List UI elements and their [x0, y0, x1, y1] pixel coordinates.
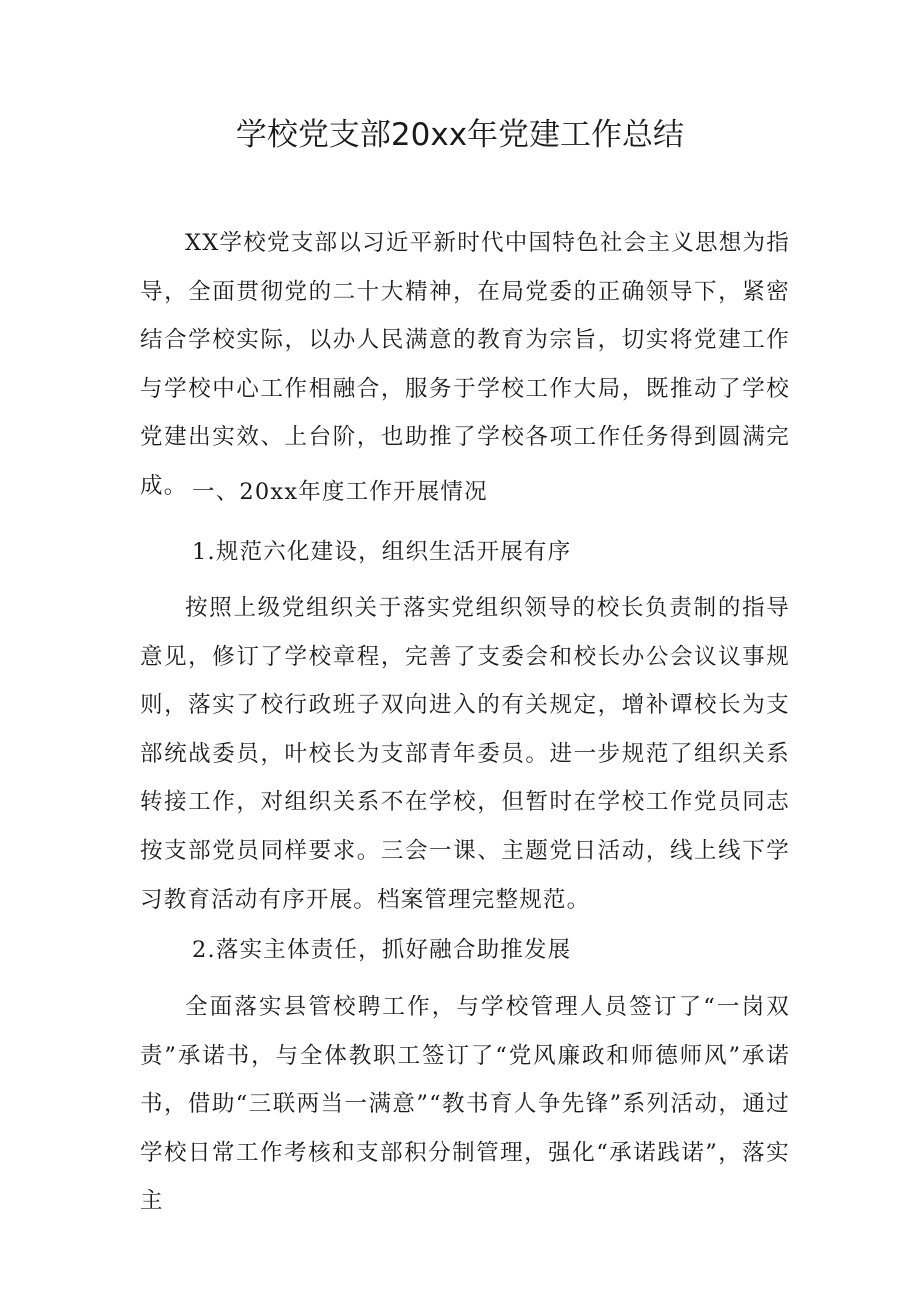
intro-paragraph: XX学校党支部以习近平新时代中国特色社会主义思想为指导，全面贯彻党的二十大精神，在局党委的正确领导下，紧密结合学校实际，以办人民满意的教育为宗旨，切实将党建工作与学校中心工作相融合，服务于学校工作大局，既推动了学校党建出实效、上台阶，也助推了学校各项工作任务得到圆满完成。 — [140, 230, 790, 499]
section-heading-1: 一、20xx年度工作开展情况 — [192, 479, 488, 505]
document-title: 学校党支部20xx年党建工作总结 — [235, 117, 685, 153]
item-paragraph-2: 全面落实县管校聘工作，与学校管理人员签订了“一岗双责”承诺书，与全体教职工签订了“党风廉政和师德师风”承诺书，借助“三联两当一满意”“教书育人争先锋”系列活动，通过学校日常工作考核和支部积分制管理，强化“承诺践诺”，落实主 — [140, 994, 790, 1215]
item-heading-1: 1.规范六化建设，组织生活开展有序 — [192, 539, 572, 565]
item-paragraph-1: 按照上级党组织关于落实党组织领导的校长负责制的指导意见，修订了学校章程，完善了支委会和校长办公会议议事规则，落实了校行政班子双向进入的有关规定，增补谭校长为支部统战委员，叶校长为支部青年委员。进一步规范了组织关系转接工作，对组织关系不在学校，但暂时在学校工作党员同志按支部党员同样要求。三会一课、主题党日活动，线上线下学习教育活动有序开展。档案管理完整规范。 — [140, 595, 790, 913]
item-heading-2: 2.落实主体责任，抓好融合助推发展 — [192, 937, 572, 963]
